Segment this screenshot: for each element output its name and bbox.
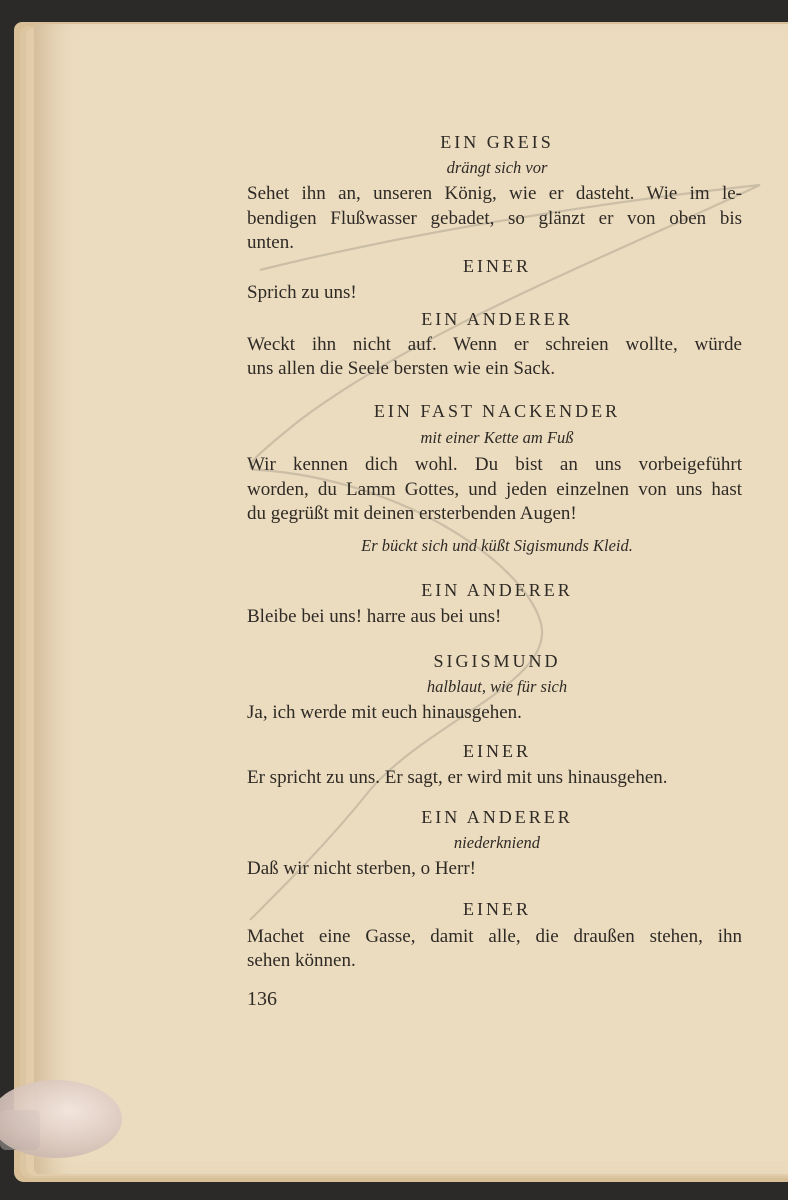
dialogue-line: du gegrüßt mit deinen ersterbenden Augen! [247,503,577,524]
speaker-name: EIN ANDERER [421,580,573,600]
dialogue-line: unten. [247,232,294,253]
page-number: 136 [247,988,277,1010]
stage-direction: niederkniend [453,833,541,852]
dialogue-line: sehen können. [247,950,356,971]
stage-direction: drängt sich vor [446,158,548,177]
speaker-name: EINER [463,899,531,919]
dialogue-line: Wir kennen dich wohl. Du bist an uns vorbeigeführt [247,454,742,475]
stage-direction: halblaut, wie für sich [426,677,568,696]
dialogue-line: worden, du Lamm Gottes, und jeden einzelnen von uns hast [247,479,742,500]
speaker-name: EIN ANDERER [421,309,573,329]
dialogue-line: Machet eine Gasse, damit alle, die draußen stehen, ihn [247,926,742,947]
speaker-name: EIN GREIS [440,132,554,152]
stage-direction: Er bückt sich und küßt Sigismunds Kleid. [361,536,633,555]
dialogue-line: Daß wir nicht sterben, o Herr! [247,858,476,879]
stage-direction: mit einer Kette am Fuß [420,428,574,447]
dialogue-line: bendigen Flußwasser gebadet, so glänzt er von oben bis [247,208,742,229]
dialogue-line: uns allen die Seele bersten wie ein Sack. [247,358,556,379]
speaker-name: EIN ANDERER [421,807,573,827]
dialogue-line: Sprich zu uns! [247,282,357,303]
speaker-name: EINER [463,741,531,761]
speaker-name: SIGISMUND [433,651,561,671]
dialogue-line: Bleibe bei uns! harre aus bei uns! [247,606,502,627]
dialogue-line: Er spricht zu uns. Er sagt, er wird mit uns hinausgehen. [247,767,668,788]
dialogue-line: Ja, ich werde mit euch hinausgehen. [247,702,522,723]
dialogue-line: Sehet ihn an, unseren König, wie er dasteht. Wie im le- [247,183,742,204]
dialogue-line: Weckt ihn nicht auf. Wenn er schreien wollte, würde [247,334,742,355]
speaker-name: EIN FAST NACKENDER [373,401,621,421]
speaker-name: EINER [463,256,531,276]
